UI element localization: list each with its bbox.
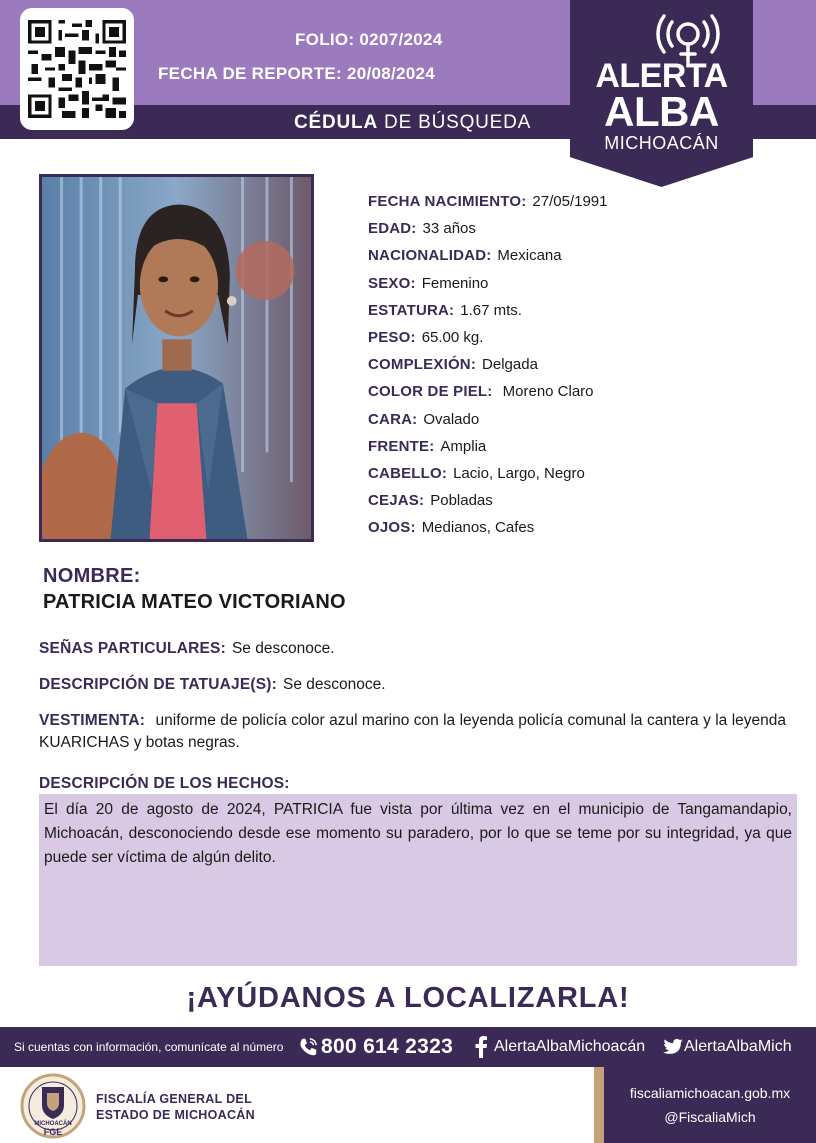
attr-value: Ovalado	[423, 410, 480, 428]
attr-label: FECHA NACIMIENTO:	[368, 193, 527, 210]
badge-line-1: ALERTA	[595, 57, 728, 95]
seal-text: FGE	[43, 1127, 63, 1137]
attr-value: Femenino	[421, 274, 489, 292]
facebook-icon	[474, 1036, 488, 1058]
twitter-icon	[663, 1037, 683, 1057]
document-title-rest: DE BÚSQUEDA	[377, 112, 532, 133]
folio-number: FOLIO: 0207/2024	[295, 30, 443, 49]
attr-value: 33 años	[422, 220, 476, 238]
twitter-handle[interactable]: AlertaAlbaMich	[684, 1038, 792, 1055]
attr-fecha-nacimiento	[368, 193, 607, 220]
clothing-description	[39, 710, 786, 754]
attr-value: 65.00 kg.	[421, 328, 484, 346]
attr-value: Amplia	[440, 437, 487, 455]
attr-label: COMPLEXIÓN:	[368, 356, 477, 374]
contact-text: Si cuentas con información, comunícate al número	[14, 1040, 284, 1054]
org-line-2: ESTADO DE MICHOACÁN	[96, 1108, 255, 1122]
attr-label: NACIONALIDAD:	[368, 247, 492, 265]
portrait-illustration	[42, 177, 311, 539]
attr-nacionalidad	[368, 247, 607, 274]
senas-label: SEÑAS PARTICULARES:	[39, 640, 226, 657]
badge-line-3: MICHOACÁN	[604, 133, 719, 153]
senas-value: Se desconoce.	[231, 640, 335, 657]
qr-code[interactable]	[20, 8, 134, 130]
seal-sub: MICHOACÁN	[34, 1121, 72, 1127]
attr-peso	[368, 329, 607, 356]
attr-value: 27/05/1991	[532, 193, 608, 210]
attr-label: SEXO:	[368, 274, 416, 292]
facts-description: El día 20 de agosto de 2024, PATRICIA fue vista por última vez en el municipio de Tangamandapio, Michoacán, desconociendo desde ese momento su paradero, por lo que se teme por su integridad, ya que puede ser víctima de algún delito.	[39, 794, 797, 966]
name-label: NOMBRE:	[43, 565, 141, 587]
attr-value: Moreno Claro	[498, 383, 594, 401]
vestimenta-value: uniforme de policía color azul marino con la leyenda policía comunal la cantera y la leyenda KUARICHAS y botas negras.	[39, 712, 786, 751]
attr-complexion	[368, 356, 607, 383]
attr-estatura	[368, 302, 607, 329]
attr-value: Lacio, Largo, Negro	[453, 464, 585, 482]
person-name: PATRICIA MATEO VICTORIANO	[43, 591, 346, 613]
document-title-bold: CÉDULA	[294, 112, 378, 133]
attr-ojos	[368, 519, 607, 546]
vestimenta-label: VESTIMENTA:	[39, 712, 146, 729]
document-title	[294, 112, 531, 134]
tatuaje-value: Se desconoce.	[283, 676, 386, 693]
attr-cara	[368, 411, 607, 438]
missing-person-photo	[39, 174, 314, 542]
attr-label: CARA:	[368, 410, 418, 428]
attr-label: ESTATURA:	[368, 301, 455, 319]
physical-attributes	[368, 193, 607, 546]
facts-label: DESCRIPCIÓN DE LOS HECHOS:	[39, 775, 290, 792]
organization-name	[96, 1091, 255, 1123]
facebook-handle[interactable]: AlertaAlbaMichoacán	[494, 1038, 646, 1055]
contact-bar	[0, 1027, 816, 1067]
distinguishing-marks	[39, 640, 335, 658]
attr-cejas	[368, 492, 607, 519]
tattoo-description	[39, 676, 386, 694]
badge-line-2: ALBA	[604, 88, 719, 135]
tatuaje-label: DESCRIPCIÓN DE TATUAJE(S):	[39, 676, 277, 693]
attr-edad	[368, 220, 607, 247]
attr-label: FRENTE:	[368, 437, 435, 455]
phone-icon	[297, 1035, 319, 1059]
attr-cabello	[368, 465, 607, 492]
attr-value: Mexicana	[497, 247, 562, 265]
org-line-1: FISCALÍA GENERAL DEL	[96, 1092, 253, 1106]
attr-value: Delgada	[482, 356, 538, 374]
attr-value: Pobladas	[430, 492, 493, 510]
attr-value: 1.67 mts.	[460, 301, 522, 319]
call-to-action: ¡AYÚDANOS A LOCALIZARLA!	[186, 982, 630, 1014]
footer-accent	[594, 1067, 604, 1143]
attr-value: Medianos, Cafes	[421, 519, 535, 537]
attr-frente	[368, 438, 607, 465]
attr-label: CEJAS:	[368, 492, 425, 510]
footer-right	[604, 1067, 816, 1143]
attr-label: PESO:	[368, 328, 416, 346]
fge-seal-icon	[20, 1073, 86, 1139]
report-date: FECHA DE REPORTE: 20/08/2024	[158, 64, 436, 83]
attr-sexo	[368, 275, 607, 302]
attr-color-piel	[368, 383, 607, 410]
attr-label: COLOR DE PIEL:	[368, 383, 493, 401]
attr-label: CABELLO:	[368, 464, 448, 482]
social-handle[interactable]: @FiscaliaMich	[664, 1109, 756, 1125]
attr-label: EDAD:	[368, 220, 417, 238]
qr-code-icon	[28, 16, 126, 122]
footer-left	[0, 1067, 594, 1143]
phone-number[interactable]: 800 614 2323	[321, 1035, 454, 1058]
website-link[interactable]: fiscaliamichoacan.gob.mx	[629, 1085, 791, 1101]
attr-label: OJOS:	[368, 519, 416, 537]
